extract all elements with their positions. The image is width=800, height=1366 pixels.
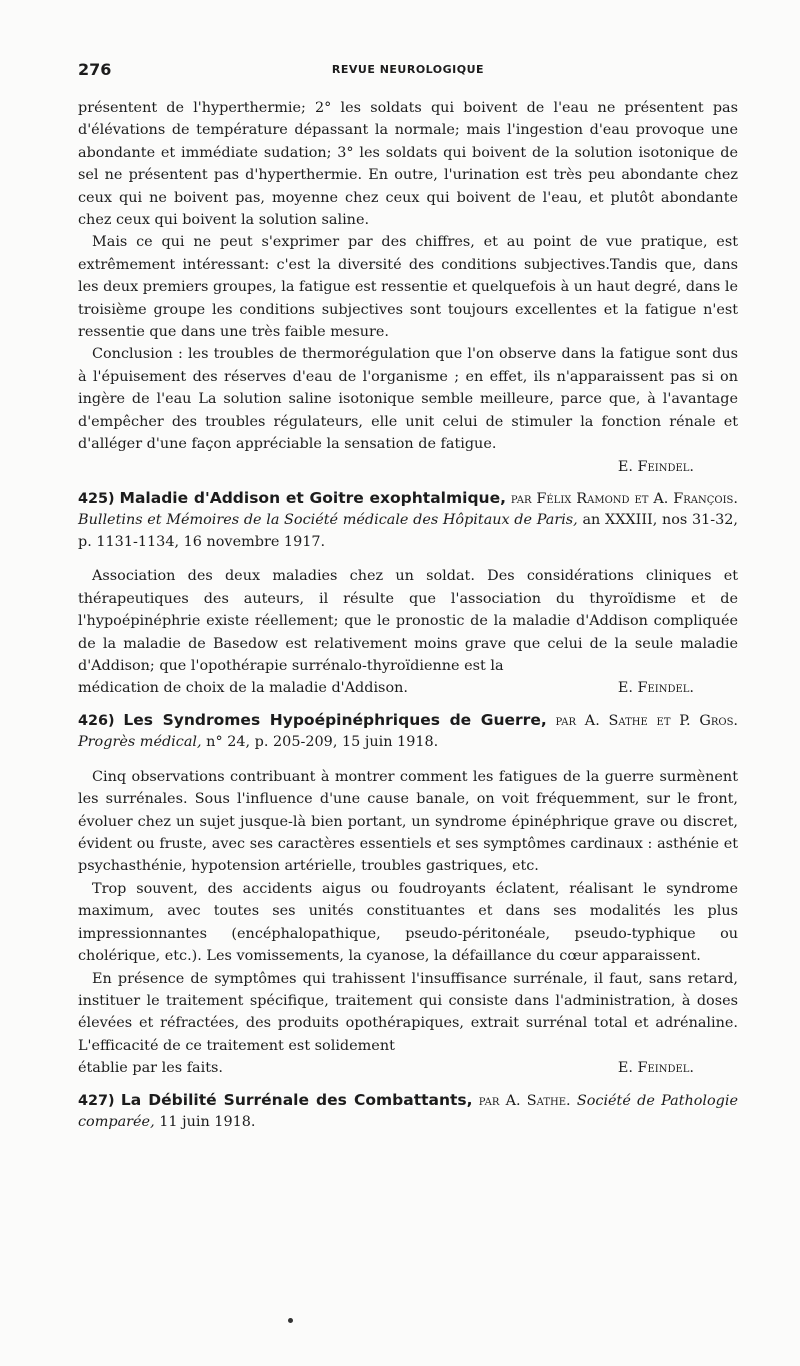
entry-title: La Débilité Surrénale des Combattants, [120,1090,473,1109]
signature-line [78,456,738,478]
entry-number: 425) [78,490,115,507]
entry-heading [78,710,738,754]
entry-details: n° 24, p. 205-209, 15 juin 1918. [206,734,439,751]
entry-title: Les Syndromes Hypoépinéphriques de Guerre, [123,710,547,729]
page-number: 276 [78,60,112,79]
abstract-last-line: médication de choix de la maladie d'Addison. [78,680,408,697]
entry-title: Maladie d'Addison et Goitre exophtalmique, [119,488,506,507]
entry-number: 427) [78,1092,115,1109]
paragraph: présentent de l'hyperthermie; 2° les soldats qui boivent de l'eau ne présentent pas d'élévations de température dépassant la normale; mais l'ingestion d'eau provoque une abondante et immédiate sudation; 3° les soldats qui boivent de la solution isotonique de sel ne présentent pas d'hyperthermie. En outre, l'urination est très peu abondante chez ceux qui ne boivent pas, moyenne chez ceux qui boivent de l'eau, et plutôt abondante chez ceux qui boivent la solution saline. [78,100,738,229]
entry-426 [78,710,738,1080]
entry-number: 426) [78,712,115,729]
abstract-paragraph: Cinq observations contribuant à montrer comment les fatigues de la guerre surmènent les surrénales. Sous l'influence d'une cause banale, on voit fréquemment, sur le front, évoluer chez un sujet jusque-là bien portant, un syndrome épinéphrique grave ou discret, évident ou fruste, avec ses caractères essentiels et ses symptômes cardinaux : asthénie et psychasthénie, hypotension artérielle, troubles gastriques, etc. [78,768,738,875]
paragraph: Mais ce qui ne peut s'exprimer par des chiffres, et au point de vue pratique, est extrêmement intéressant: c'est la diversité des conditions subjectives.Tandis que, dans les deux premiers groupes, la fatigue est ressentie et quelquefois à un haut degré, dans le troisième groupe les conditions subjectives sont toujours excellentes et la fatigue n'est ressentie que dans une très faible mesure. [78,234,738,341]
conclusion-text: Conclusion : les troubles de thermorégulation que l'on observe dans la fatigue sont dus à l'épuisement des réserves d'eau de l'organisme ; en effet, ils n'apparaissent pas si on ingère de l'eau La solution saline isotonique semble meilleure, parce que, à l'avantage d'empêcher des troubles régulateurs, elle unit celui de stimuler la fonction rénale et d'alléger d'une façon appréciable la sensation de fatigue. [78,346,738,453]
journal-title: REVUE NEUROLOGIQUE [331,63,485,76]
abstract-last-line: établie par les faits. [78,1060,223,1077]
entry-citation: Bulletins et Mémoires de la Société médicale des Hôpitaux de Paris, [78,512,578,529]
entry-authors: par Félix Ramond et A. François. [510,490,738,507]
entry-authors: par A. Sathe et P. Gros. [555,712,738,729]
signature-line [78,677,738,699]
author-signature: E. Feindel. [617,458,694,475]
abstract-paragraph: Trop souvent, des accidents aigus ou foudroyants éclatent, réalisant le syndrome maximum, avec toutes ses unités constituantes et dans ses modalités les plus impressionnantes (encéphalopathique, pseudo-péritonéale, pseudo-typhique ou cholérique, etc.). Les vomissements, la cyanose, la défaillance du cœur apparaissent. [78,880,738,965]
author-signature: E. Feindel. [617,680,694,697]
signature-line [78,1057,738,1079]
conclusion-paragraph [78,343,738,455]
running-header [78,60,738,86]
entry-heading [78,1090,738,1134]
entry-citation: Société de Pathologie comparée, [78,1092,739,1131]
ink-dot [288,1318,293,1323]
entry-authors: par A. Sathe. [478,1092,571,1109]
entry-425 [78,488,738,700]
entry-heading [78,488,738,554]
entry-427 [78,1090,738,1134]
abstract-paragraph: Association des deux maladies chez un soldat. Des considérations cliniques et thérapeutiques des auteurs, il résulte que l'association du thyroïdisme et de l'hypoépinéphrie existe réellement; que le pronostic de la maladie d'Addison compliquée de la maladie de Basedow est relativement moins grave que celui de la seule maladie d'Addison; que l'opothérapie surrénalo-thyroïdienne est la [78,568,738,675]
author-signature: E. Feindel. [617,1060,694,1077]
body-text [78,97,738,1134]
abstract-paragraph: En présence de symptômes qui trahissent l'insuffisance surrénale, il faut, sans retard, instituer le traitement spécifique, traitement qui consiste dans l'administration, à doses élevées et réfractées, des produits opothérapiques, extrait surrénal total et adrénaline. L'efficacité de ce traitement est solidement [78,970,738,1054]
entry-details: an XXXIII, nos 31-32, p. 1131-1134, 16 novembre 1917. [78,512,739,550]
entry-citation: Progrès médical, [78,734,202,751]
entry-details: 11 juin 1918. [159,1114,256,1131]
